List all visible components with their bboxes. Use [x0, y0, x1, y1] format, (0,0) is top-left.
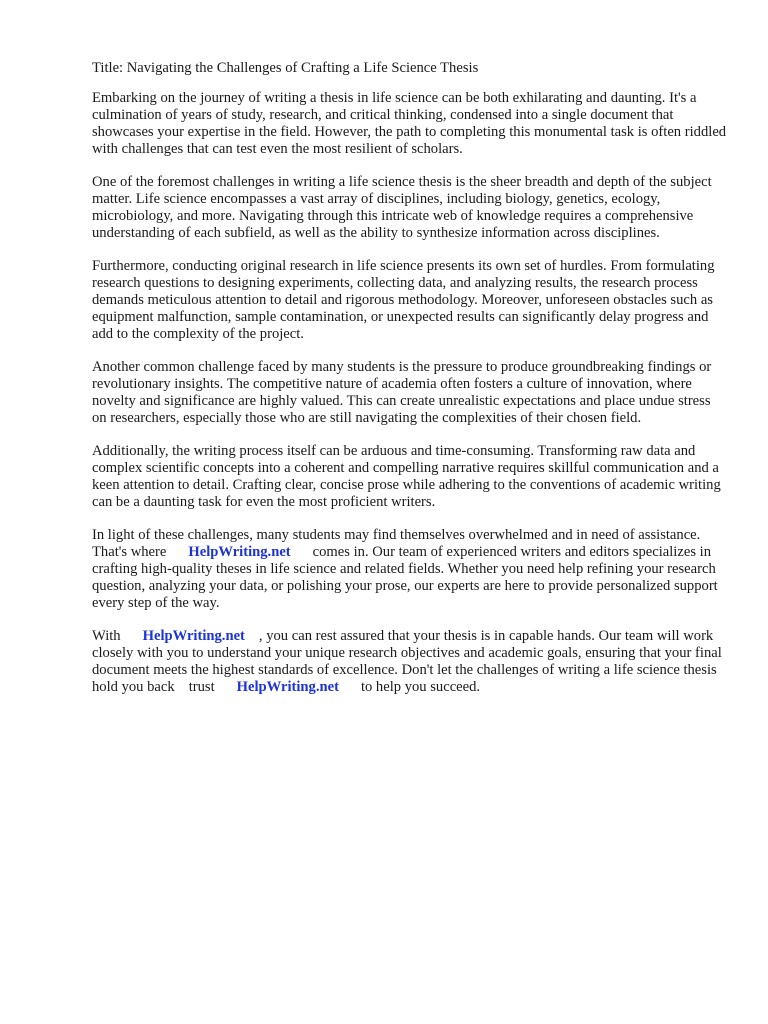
paragraph-assistance	[92, 527, 728, 612]
document-title: Title: Navigating the Challenges of Crafting a Life Science Thesis	[92, 60, 479, 76]
paragraph-breadth: One of the foremost challenges in writing a life science thesis is the sheer breadth and depth of the subject matter. Life science encompasses a vast array of disciplines, including biology, genetics, ecology, microbiology, and more. Navigating through this intricate web of knowledge requires a comprehensive understanding of each subfield, as well as the ability to synthesize information across disciplines.	[92, 174, 712, 241]
paragraph-closing-after: to help you succeed.	[360, 679, 481, 695]
document-page	[92, 60, 728, 712]
paragraph-intro: Embarking on the journey of writing a thesis in life science can be both exhilarating and daunting. It's a culmination of years of study, research, and critical thinking, condensed into a single document that showcases your expertise in the field. However, the path to completing this monumental task is often riddled with challenges that can test even the most resilient of scholars.	[92, 90, 727, 157]
helpwriting-link-2[interactable]: HelpWriting.net	[236, 679, 339, 695]
paragraph-closing-before: With	[92, 628, 121, 644]
paragraph-closing-trust: trust	[188, 679, 215, 695]
paragraph-writing: Additionally, the writing process itself can be arduous and time-consuming. Transforming raw data and complex scientific concepts into a coherent and compelling narrative requires skillful communication and a keen attention to detail. Crafting clear, concise prose while adhering to the conventions of academic writing can be a daunting task for even the most proficient writers.	[92, 443, 721, 510]
paragraph-pressure: Another common challenge faced by many students is the pressure to produce groundbreaking findings or revolutionary insights. The competitive nature of academia often fosters a culture of innovation, where novelty and significance are highly valued. This can create unrealistic expectations and place undue stress on researchers, especially those who are still navigating the complexities of their chosen field.	[92, 359, 712, 426]
helpwriting-link-1[interactable]: HelpWriting.net	[142, 628, 245, 644]
paragraph-closing-middle: , you can rest assured that your thesis is in capable hands. Our team will work closely with you to understand your unique research objectives and academic goals, ensuring that your final document meets the highest standards of excellence. Don't let the challenges of writing a life science thesis hold you back	[92, 628, 722, 695]
helpwriting-link[interactable]: HelpWriting.net	[188, 544, 291, 560]
paragraph-assistance-before: In light of these challenges, many students may find themselves overwhelmed and in need of assistance. That's where	[92, 527, 701, 560]
paragraph-research: Furthermore, conducting original research in life science presents its own set of hurdles. From formulating research questions to designing experiments, collecting data, and analyzing results, the research process demands meticulous attention to detail and rigorous methodology. Moreover, unforeseen obstacles such as equipment malfunction, sample contamination, or unexpected results can significantly delay progress and add to the complexity of the project.	[92, 258, 715, 342]
paragraph-closing	[92, 628, 728, 696]
paragraph-assistance-after: comes in. Our team of experienced writers and editors specializes in crafting high-quality theses in life science and related fields. Whether you need help refining your research question, analyzing your data, or polishing your prose, our experts are here to provide personalized support every step of the way.	[92, 544, 718, 611]
